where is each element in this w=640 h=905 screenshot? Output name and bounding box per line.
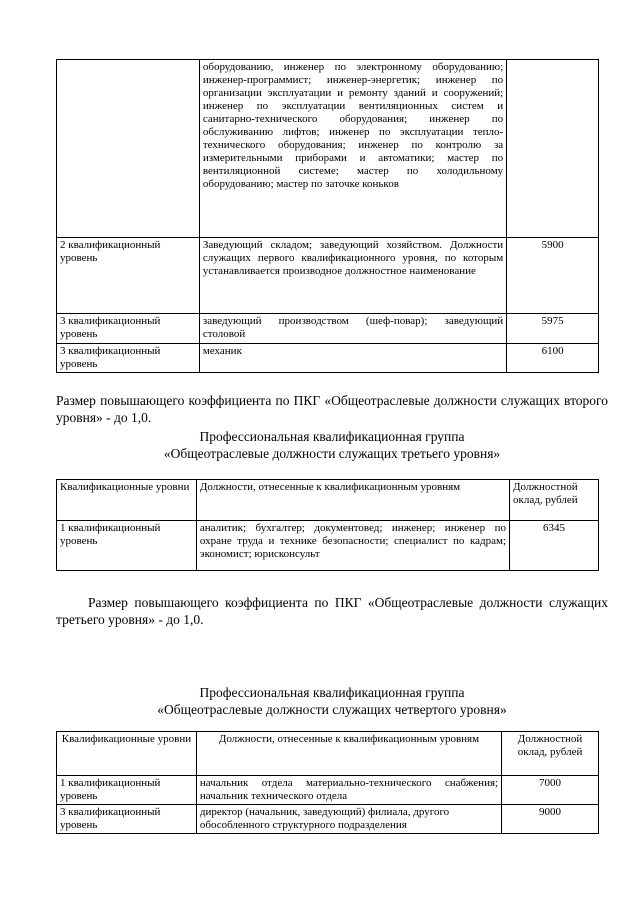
positions-cell: механик <box>199 344 506 373</box>
level-cell: 3 квалификационный уровень <box>57 314 200 344</box>
table-fourth-level <box>56 731 599 834</box>
positions-cell: начальник отдела материально-технического снабжения; начальник технического отдела <box>196 776 501 805</box>
group-heading-fourth-level <box>56 684 608 718</box>
salary-cell: 9000 <box>502 805 599 834</box>
salary-cell: 5900 <box>507 238 599 314</box>
table-second-level-continued <box>56 59 599 373</box>
heading-line: «Общеотраслевые должности служащих третьего уровня» <box>163 446 501 461</box>
header-level: Квалификационные уровни <box>57 732 197 776</box>
table-row <box>57 314 599 344</box>
table-header-row <box>57 480 599 521</box>
positions-cell: аналитик; бухгалтер; документовед; инженер; инженер по охране труда и технике безопасности; специалист по кадрам; экономист; юрисконсульт <box>196 521 509 571</box>
table-header-row <box>57 732 599 776</box>
positions-cell: директор (начальник, заведующий) филиала, другого обособленного структурного подразделения <box>196 805 501 834</box>
positions-cell: оборудованию, инженер по электронному оборудованию; инженер-программист; инженер-энергетик; инженер по организации эксплуатации и ремонту зданий и сооружений; инженер по эксплуатации вентиляционных систем и санитарно-технического оборудования; инженер по обслуживанию лифтов; инженер по эксплуатации тепло-технического оборудования; инженер по контролю за измерительными приборами и автоматики; мастер по вентиляционной системе; мастер по холодильному оборудованию; мастер по заточке коньков <box>199 60 506 238</box>
positions-cell: Заведующий складом; заведующий хозяйством. Должности служащих первого квалификационного уровня, по которым устанавливается производное должностное наименование <box>199 238 506 314</box>
salary-cell <box>507 60 599 238</box>
group-heading-third-level <box>56 428 608 462</box>
coefficient-paragraph-third-level: Размер повышающего коэффициента по ПКГ «Общеотраслевые должности служащих третьего уровня» - до 1,0. <box>56 595 608 627</box>
table-row <box>57 344 599 373</box>
table-row <box>57 805 599 834</box>
level-cell: 3 квалификационный уровень <box>57 344 200 373</box>
salary-cell: 5975 <box>507 314 599 344</box>
level-cell: 2 квалификационный уровень <box>57 238 200 314</box>
positions-cell: заведующий производством (шеф-повар); заведующий столовой <box>199 314 506 344</box>
level-cell: 1 квалификационный уровень <box>57 776 197 805</box>
header-salary: Должностной оклад, рублей <box>502 732 599 776</box>
header-salary: Должностной оклад, рублей <box>510 480 599 521</box>
level-cell <box>57 60 200 238</box>
header-positions: Должности, отнесенные к квалификационным уровням <box>196 480 509 521</box>
table-third-level <box>56 479 599 571</box>
level-cell: 3 квалификационный уровень <box>57 805 197 834</box>
header-positions: Должности, отнесенные к квалификационным уровням <box>196 732 501 776</box>
table-row <box>57 521 599 571</box>
coefficient-paragraph-second-level: Размер повышающего коэффициента по ПКГ «Общеотраслевые должности служащих второго уровня» - до 1,0. <box>56 393 608 425</box>
table-row <box>57 776 599 805</box>
heading-line: Профессиональная квалификационная группа <box>199 685 465 700</box>
header-level: Квалификационные уровни <box>57 480 197 521</box>
table-row <box>57 238 599 314</box>
heading-line: «Общеотраслевые должности служащих четвертого уровня» <box>157 702 507 717</box>
heading-line: Профессиональная квалификационная группа <box>199 429 465 444</box>
table-row <box>57 60 599 238</box>
salary-cell: 7000 <box>502 776 599 805</box>
salary-cell: 6100 <box>507 344 599 373</box>
salary-cell: 6345 <box>510 521 599 571</box>
level-cell: 1 квалификационный уровень <box>57 521 197 571</box>
